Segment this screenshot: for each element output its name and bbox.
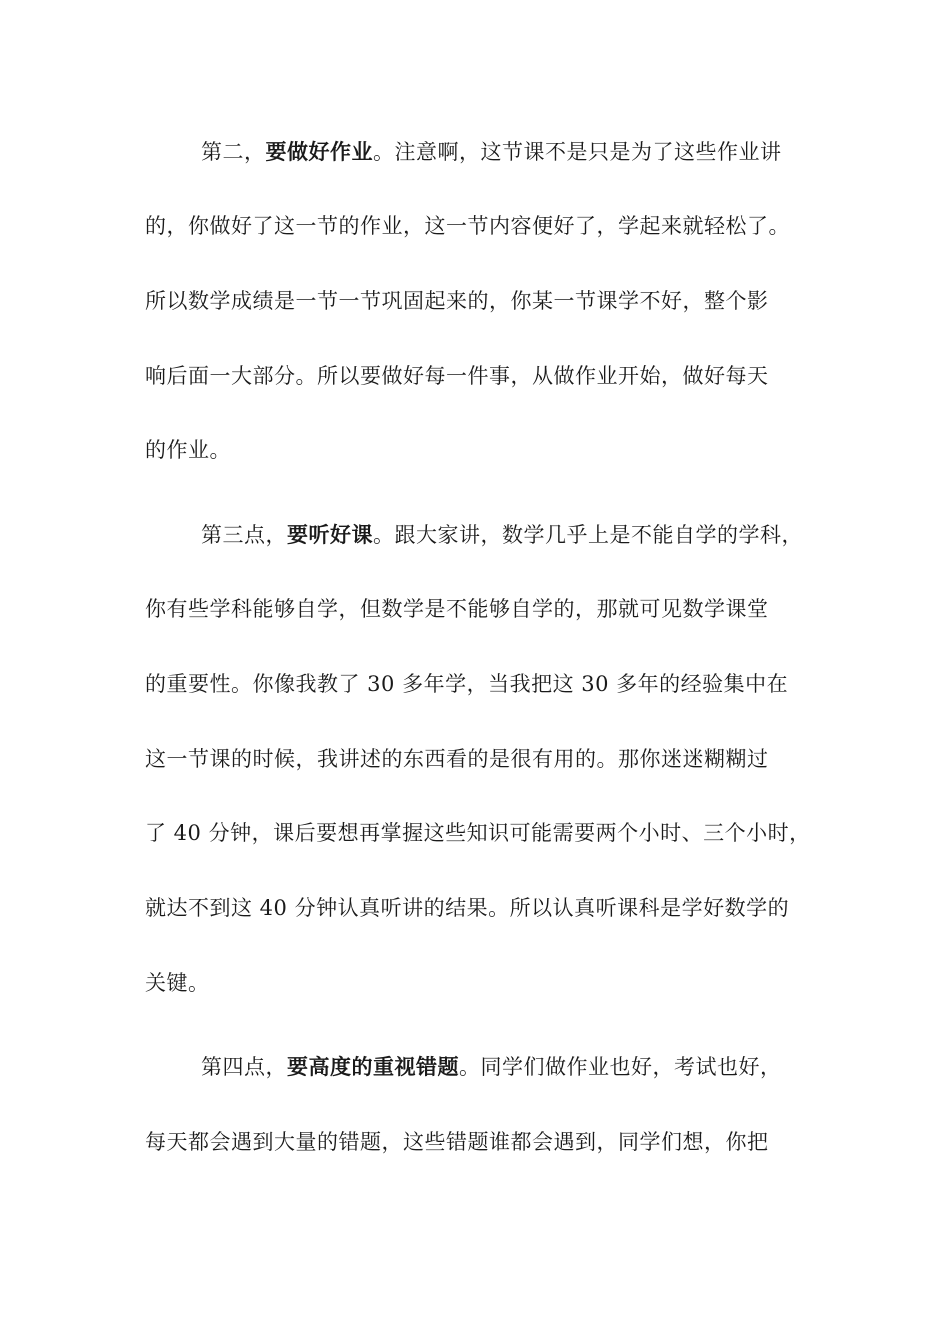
paragraph-1-line-2: 的，你做好了这一节的作业，这一节内容便好了，学起来就轻松了。 xyxy=(145,214,790,238)
paragraph-2-line-6: 就达不到这 40 分钟认真听讲的结果。所以认真听课科是学好数学的 xyxy=(145,896,790,920)
paragraph-2-line-1: 第三点，要听好课。跟大家讲，数学几乎上是不能自学的学科， xyxy=(201,522,803,547)
paragraph-1-line-3: 所以数学成绩是一节一节巩固起来的，你某一节课学不好，整个影 xyxy=(145,289,769,313)
bold-heading-mistakes: 要高度的重视错题 xyxy=(287,1054,459,1079)
bold-heading-homework: 要做好作业 xyxy=(265,139,373,164)
paragraph-2-line-3: 的重要性。你像我教了 30 多年学，当我把这 30 多年的经验集中在 xyxy=(145,672,789,696)
paragraph-1-line-5: 的作业。 xyxy=(145,438,231,462)
paragraph-2-line-5: 了 40 分钟，课后要想再掌握这些知识可能需要两个小时、三个小时， xyxy=(145,821,811,845)
paragraph-1-line-1: 第二，要做好作业。注意啊，这节课不是只是为了这些作业讲 xyxy=(201,139,782,164)
paragraph-2-line-4: 这一节课的时候，我讲述的东西看的是很有用的。那你迷迷糊糊过 xyxy=(145,747,769,771)
paragraph-3-line-2: 每天都会遇到大量的错题，这些错题谁都会遇到，同学们想，你把 xyxy=(145,1130,769,1154)
bold-heading-listen: 要听好课 xyxy=(287,522,373,547)
paragraph-2-line-2: 你有些学科能够自学，但数学是不能够自学的，那就可见数学课堂 xyxy=(145,597,769,621)
paragraph-2-line-7: 关键。 xyxy=(145,971,210,995)
paragraph-1-line-4: 响后面一大部分。所以要做好每一件事，从做作业开始，做好每天 xyxy=(145,364,769,388)
paragraph-3-line-1: 第四点，要高度的重视错题。同学们做作业也好，考试也好， xyxy=(201,1054,782,1079)
